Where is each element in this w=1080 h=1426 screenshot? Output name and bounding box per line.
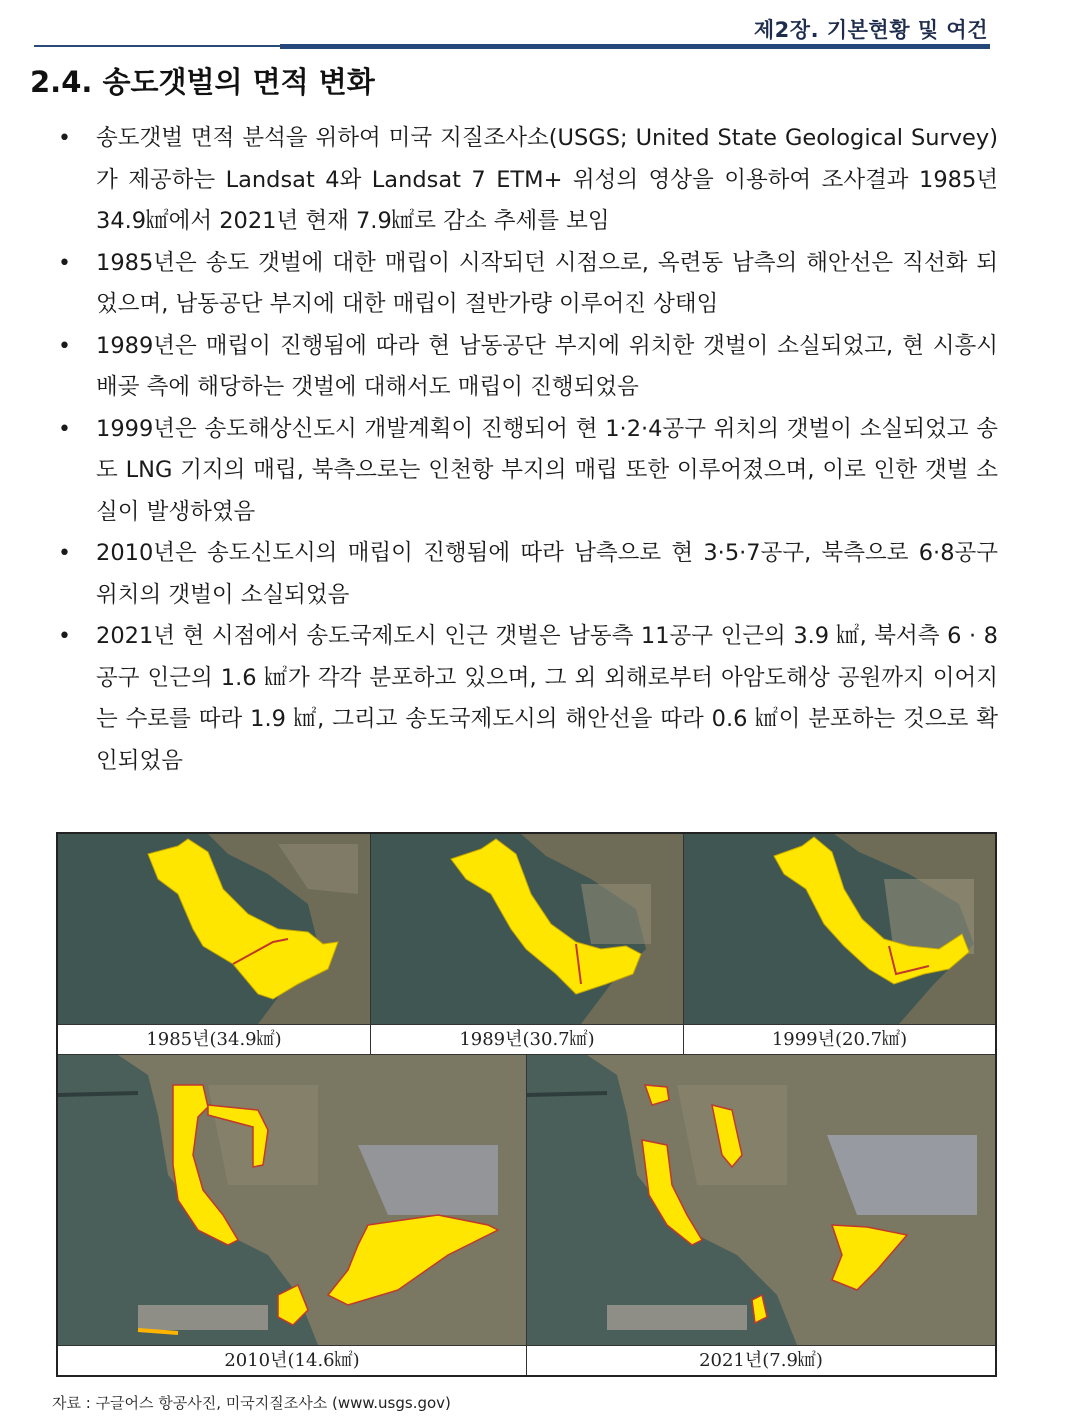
bullet-item <box>58 243 998 326</box>
grid-divider <box>526 1055 527 1375</box>
satellite-map-1989 <box>371 834 683 1024</box>
bullet-symbol: • <box>58 541 71 566</box>
satellite-map-2010 <box>58 1055 526 1345</box>
caption-1999: 1999년(20.7㎢) <box>684 1024 995 1054</box>
bullet-item <box>58 326 998 409</box>
caption-2021: 2021년(7.9㎢) <box>527 1345 995 1375</box>
bullet-text: 1999년은 송도해상신도시 개발계획이 진행되어 현 1·2·4공구 위치의 갯벌이 소실되었고 송도 LNG 기지의 매립, 북측으로는 인천항 부지의 매립 또한 이루어졌으며, 이로 인한 갯벌 소실이 발생하였음 <box>96 415 998 525</box>
bullet-symbol: • <box>58 250 71 276</box>
bullet-symbol: • <box>58 333 71 359</box>
bullet-symbol: • <box>58 624 71 649</box>
bullet-item <box>58 118 998 243</box>
bullet-item <box>58 409 998 534</box>
satellite-map-2021 <box>527 1055 995 1345</box>
bullet-text: 2021년 현 시점에서 송도국제도시 인근 갯벌은 남동측 11공구 인근의 3.9 ㎢, 북서측 6 · 8공구 인근의 1.6 ㎢가 각각 분포하고 있으며, 그 외 외해로부터 아암도해상 공원까지 이어지는 수로를 따라 1.9 ㎢, 그리고 송도국제도시의 해안선을 따라 0.6 ㎢이 분포하는 것으로 확인되었음 <box>96 623 998 774</box>
bullet-text: 2010년은 송도신도시의 매립이 진행됨에 따라 남측으로 현 3·5·7공구, 북측으로 6·8공구 위치의 갯벌이 소실되었음 <box>96 540 998 608</box>
grid-divider <box>370 834 371 1055</box>
satellite-map-1999 <box>684 834 995 1024</box>
source-note: 자료 : 구글어스 항공사진, 미국지질조사소 (www.usgs.gov) <box>52 1394 451 1412</box>
grid-divider <box>683 834 684 1055</box>
bullet-item <box>58 533 998 616</box>
chapter-title: 제2장. 기본현황 및 여건 <box>753 18 988 42</box>
bullet-symbol: • <box>58 126 71 151</box>
caption-2010: 2010년(14.6㎢) <box>58 1345 526 1375</box>
satellite-map-1985 <box>58 834 370 1024</box>
bullet-item <box>58 616 998 782</box>
header-rule-thick <box>280 44 990 49</box>
bullet-list <box>58 118 998 782</box>
section-heading: 2.4. 송도갯벌의 면적 변화 <box>30 65 375 99</box>
bullet-text: 1989년은 매립이 진행됨에 따라 현 남동공단 부지에 위치한 갯벌이 소실되었고, 현 시흥시 배곶 측에 해당하는 갯벌에 대해서도 매립이 진행되었음 <box>96 332 998 400</box>
bullet-symbol: • <box>58 416 71 442</box>
caption-1989: 1989년(30.7㎢) <box>371 1024 683 1054</box>
bullet-text: 송도갯벌 면적 분석을 위하여 미국 지질조사소(USGS; United State Geological Survey)가 제공하는 Landsat 4와 Landsat 7 ETM+ 위성의 영상을 이용하여 조사결과 1985년 34.9㎢에서 2021년 현재 7.9㎢로 감소 추세를 보임 <box>96 125 998 234</box>
satellite-photo-grid <box>56 832 997 1377</box>
bullet-text: 1985년은 송도 갯벌에 대한 매립이 시작되던 시점으로, 옥련동 남측의 해안선은 직선화 되었으며, 남동공단 부지에 대한 매립이 절반가량 이루어진 상태임 <box>96 249 998 317</box>
caption-1985: 1985년(34.9㎢) <box>58 1024 370 1054</box>
header-rule-thin <box>34 45 280 47</box>
